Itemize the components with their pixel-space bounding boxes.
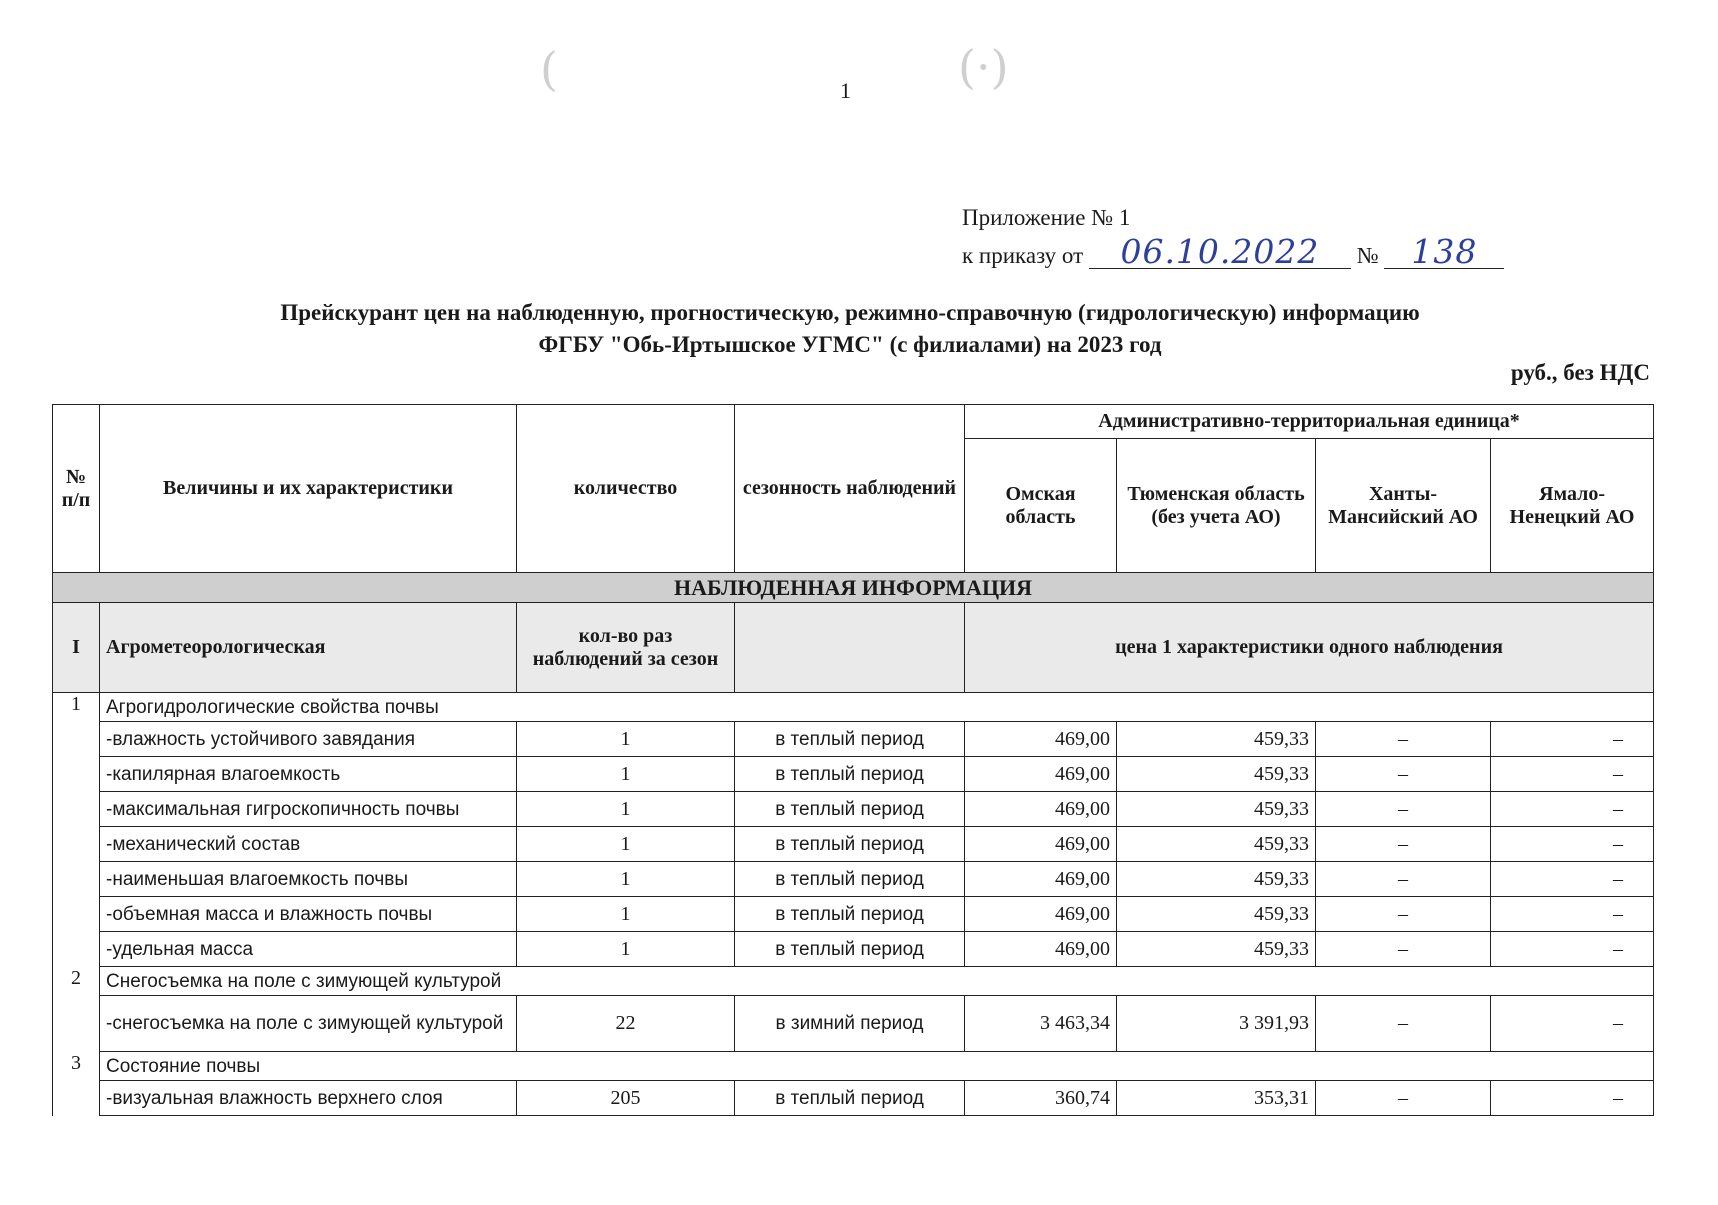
price-omsk: 469,00 (965, 862, 1117, 897)
price-hmao: – (1316, 897, 1491, 932)
row-season: в теплый период (735, 897, 965, 932)
row-name: -механический состав (100, 827, 517, 862)
price-table (52, 404, 1654, 1116)
row-name: -удельная масса (100, 932, 517, 967)
order-number-sign: № (1356, 243, 1379, 268)
row-quantity: 1 (517, 757, 735, 792)
price-yanao: – (1491, 757, 1654, 792)
row-season: в теплый период (735, 722, 965, 757)
price-hmao: – (1316, 1081, 1491, 1116)
price-tyumen: 459,33 (1117, 897, 1316, 932)
row-quantity: 1 (517, 862, 735, 897)
currency-units: руб., без НДС (1510, 360, 1650, 385)
header-num: № п/п (53, 405, 100, 573)
item-header-row (53, 1052, 1654, 1081)
price-tyumen: 459,33 (1117, 862, 1316, 897)
table-row (53, 996, 1654, 1052)
price-hmao: – (1316, 722, 1491, 757)
page-number: 1 (840, 78, 851, 103)
price-omsk: 469,00 (965, 722, 1117, 757)
price-yanao: – (1491, 996, 1654, 1052)
item-name: Снегосъемка на поле с зимующей культурой (100, 967, 1654, 996)
price-omsk: 469,00 (965, 757, 1117, 792)
row-season: в теплый период (735, 932, 965, 967)
title-line: Прейскурант цен на наблюденную, прогностическую, режимно-справочную (гидрологическую) информацию (280, 300, 1420, 325)
appendix-line: Приложение № 1 (962, 205, 1131, 230)
price-yanao: – (1491, 722, 1654, 757)
row-season: в теплый период (735, 792, 965, 827)
row-name: -визуальная влажность верхнего слоя (100, 1081, 517, 1116)
row-quantity: 1 (517, 897, 735, 932)
title-line: ФГБУ "Обь-Иртышское УГМС" (с филиалами) на 2023 год (538, 332, 1162, 357)
header-values: Величины и их характеристики (100, 405, 517, 573)
appendix-block (962, 200, 1504, 274)
price-yanao: – (1491, 932, 1654, 967)
header-quantity: количество (517, 405, 735, 573)
header-region: Ханты-Мансийский АО (1316, 439, 1491, 573)
price-hmao: – (1316, 862, 1491, 897)
price-yanao: – (1491, 827, 1654, 862)
table-row (53, 722, 1654, 757)
price-tyumen: 459,33 (1117, 932, 1316, 967)
row-name: -максимальная гигроскопичность почвы (100, 792, 517, 827)
price-tyumen: 459,33 (1117, 792, 1316, 827)
row-quantity: 1 (517, 932, 735, 967)
price-hmao: – (1316, 932, 1491, 967)
row-season: в зимний период (735, 996, 965, 1052)
price-omsk: 469,00 (965, 897, 1117, 932)
table-row (53, 827, 1654, 862)
row-name: -капилярная влагоемкость (100, 757, 517, 792)
order-date: 06.10.2022 (1089, 236, 1351, 269)
price-hmao: – (1316, 792, 1491, 827)
document-title (100, 297, 1600, 361)
table-row (53, 932, 1654, 967)
header-admin-unit: Административно-территориальная единица* (965, 405, 1654, 439)
group-num: I (53, 603, 100, 693)
price-omsk: 469,00 (965, 827, 1117, 862)
table-row (53, 897, 1654, 932)
order-reference (962, 232, 1504, 274)
row-season: в теплый период (735, 862, 965, 897)
price-omsk: 3 463,34 (965, 996, 1117, 1052)
price-tyumen: 459,33 (1117, 757, 1316, 792)
group-name: Агрометеорологическая (100, 603, 517, 693)
row-name: -снегосъемка на поле с зимующей культурой (100, 996, 517, 1052)
table-row (53, 862, 1654, 897)
price-omsk: 360,74 (965, 1081, 1117, 1116)
header-region: Ямало-Ненецкий АО (1491, 439, 1654, 573)
group-empty-cell (735, 603, 965, 693)
table-row (53, 1081, 1654, 1116)
price-yanao: – (1491, 862, 1654, 897)
price-yanao: – (1491, 1081, 1654, 1116)
item-header-row (53, 967, 1654, 996)
row-quantity: 1 (517, 827, 735, 862)
price-tyumen: 3 391,93 (1117, 996, 1316, 1052)
item-header-row (53, 693, 1654, 722)
price-yanao: – (1491, 897, 1654, 932)
header-season: сезонность наблюдений (735, 405, 965, 573)
price-omsk: 469,00 (965, 932, 1117, 967)
row-quantity: 205 (517, 1081, 735, 1116)
order-number: 138 (1384, 236, 1504, 269)
row-season: в теплый период (735, 827, 965, 862)
group-quantity-header: кол-во раз наблюдений за сезон (517, 603, 735, 693)
table-row (53, 792, 1654, 827)
header-region: Омская область (965, 439, 1117, 573)
order-prefix: к приказу от (962, 243, 1084, 268)
price-hmao: – (1316, 996, 1491, 1052)
price-hmao: – (1316, 827, 1491, 862)
row-quantity: 22 (517, 996, 735, 1052)
price-tyumen: 459,33 (1117, 722, 1316, 757)
row-season: в теплый период (735, 757, 965, 792)
scan-hole-mark: ( (540, 42, 558, 96)
item-number: 1 (53, 693, 100, 967)
item-number: 3 (53, 1052, 100, 1116)
row-name: -наименьшая влагоемкость почвы (100, 862, 517, 897)
row-name: -объемная масса и влажность почвы (100, 897, 517, 932)
table-row (53, 757, 1654, 792)
price-tyumen: 459,33 (1117, 827, 1316, 862)
section-header: НАБЛЮДЕННАЯ ИНФОРМАЦИЯ (53, 573, 1654, 603)
scan-hole-mark: (·) (958, 40, 1009, 94)
item-name: Агрогидрологические свойства почвы (100, 693, 1654, 722)
item-name: Состояние почвы (100, 1052, 1654, 1081)
price-yanao: – (1491, 792, 1654, 827)
row-name: -влажность устойчивого завядания (100, 722, 517, 757)
price-tyumen: 353,31 (1117, 1081, 1316, 1116)
price-omsk: 469,00 (965, 792, 1117, 827)
row-season: в теплый период (735, 1081, 965, 1116)
row-quantity: 1 (517, 722, 735, 757)
group-price-header: цена 1 характеристики одного наблюдения (965, 603, 1654, 693)
price-hmao: – (1316, 757, 1491, 792)
row-quantity: 1 (517, 792, 735, 827)
item-number: 2 (53, 967, 100, 1052)
header-region: Тюменская область (без учета АО) (1117, 439, 1316, 573)
